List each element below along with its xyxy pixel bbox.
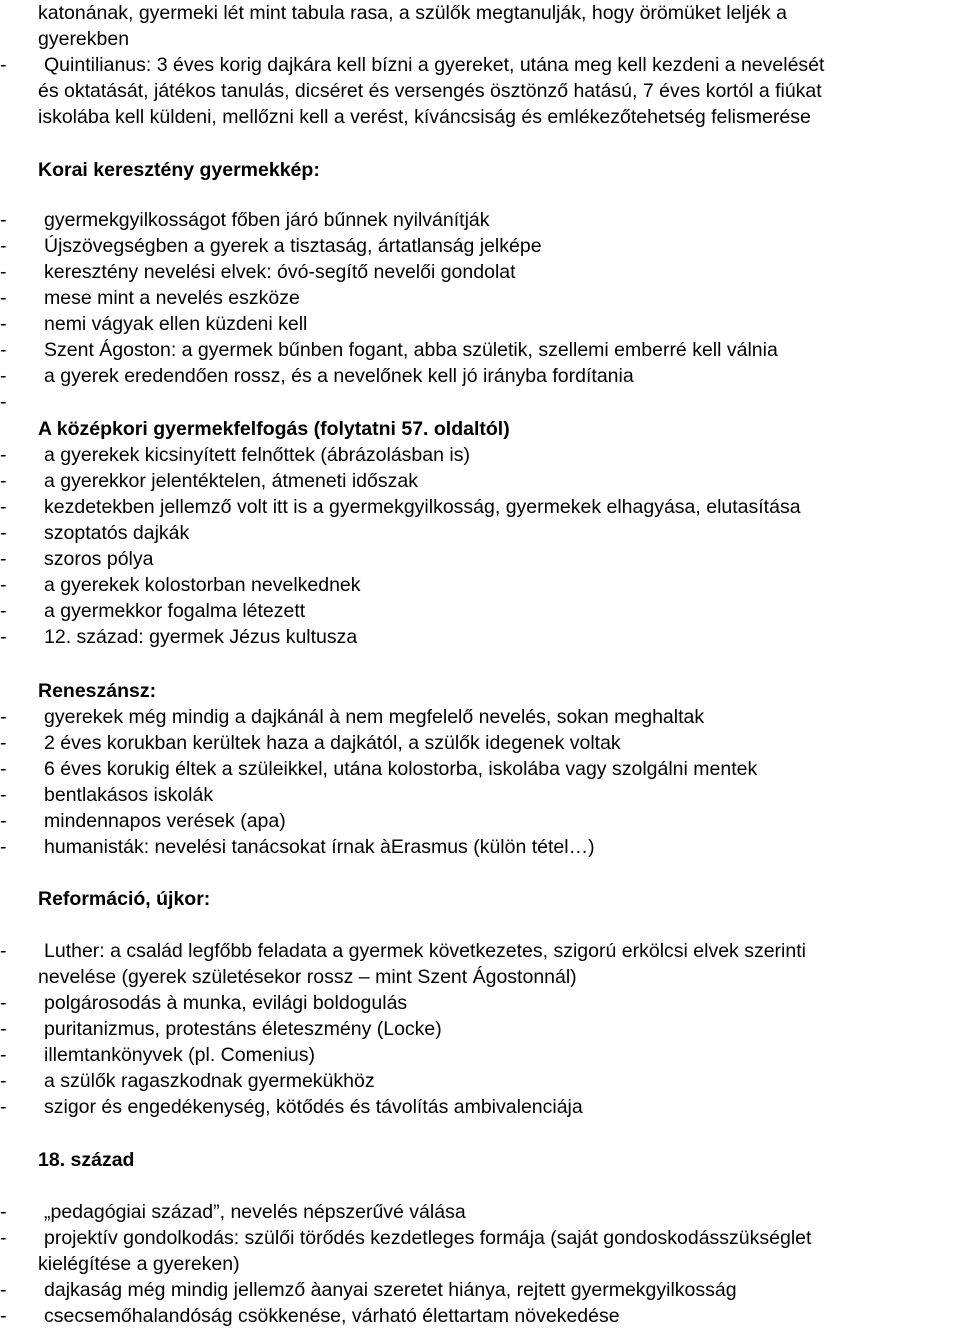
quintilianus-line-2: és oktatását, játékos tanulás, dicséret és versengés ösztönző hatású, 7 éves kortól a fiúkat bbox=[38, 80, 822, 102]
list-dash: - bbox=[0, 600, 7, 622]
list-item: kezdetekben jellemző volt itt is a gyermekgyilkosság, gyermekek elhagyása, elutasítása bbox=[44, 496, 801, 518]
list-dash: - bbox=[0, 992, 7, 1014]
list-dash: - bbox=[0, 810, 7, 832]
quintilianus-line-3: iskolába kell küldeni, mellőzni kell a verést, kíváncsiság és emlékezőtehetség felismerése bbox=[38, 106, 811, 128]
list-dash: - bbox=[0, 1227, 7, 1249]
list-item: keresztény nevelési elvek: óvó-segítő nevelői gondolat bbox=[44, 261, 516, 283]
list-item: mindennapos verések (apa) bbox=[44, 810, 286, 832]
list-dash: - bbox=[0, 391, 7, 413]
list-dash: - bbox=[0, 1070, 7, 1092]
list-item: gyermekgyilkosságot főben járó bűnnek nyilvánítják bbox=[44, 209, 490, 231]
list-item: csecsemőhalandóság csökkenése, várható élettartam növekedése bbox=[44, 1305, 620, 1327]
section-heading-renaissance: Reneszánsz: bbox=[38, 680, 157, 702]
list-dash: - bbox=[0, 574, 7, 596]
list-item: bentlakásos iskolák bbox=[44, 784, 214, 806]
list-item: mese mint a nevelés eszköze bbox=[44, 287, 300, 309]
list-dash: - bbox=[0, 496, 7, 518]
list-item: a gyerekek kicsinyített felnőttek (ábrázolásban is) bbox=[44, 444, 470, 466]
list-dash: - bbox=[0, 1305, 7, 1327]
list-dash: - bbox=[0, 706, 7, 728]
list-dash: - bbox=[0, 732, 7, 754]
list-dash: - bbox=[0, 836, 7, 858]
list-dash: - bbox=[0, 1044, 7, 1066]
list-dash: - bbox=[0, 365, 7, 387]
list-item: puritanizmus, protestáns életeszmény (Locke) bbox=[44, 1018, 442, 1040]
list-item: a gyermekkor fogalma létezett bbox=[44, 600, 306, 622]
intro-line-1: katonának, gyermeki lét mint tabula rasa, a szülők megtanulják, hogy örömüket leljék a bbox=[38, 2, 787, 24]
list-item: a gyerekkor jelentéktelen, átmeneti időszak bbox=[44, 470, 418, 492]
list-item: dajkaság még mindig jellemző àanyai szeretet hiánya, rejtett gyermekgyilkosság bbox=[44, 1279, 737, 1301]
list-item: 12. század: gyermek Jézus kultusza bbox=[44, 626, 358, 648]
list-item-projective-line-1: projektív gondolkodás: szülői törődés kezdetleges formája (saját gondoskodásszükséglet bbox=[44, 1227, 812, 1249]
list-dash: - bbox=[0, 209, 7, 231]
list-item: polgárosodás à munka, evilági boldogulás bbox=[44, 992, 408, 1014]
list-dash: - bbox=[0, 1018, 7, 1040]
list-dash: - bbox=[0, 940, 7, 962]
intro-line-2: gyerekben bbox=[38, 28, 130, 50]
list-item: Szent Ágoston: a gyermek bűnben fogant, abba születik, szellemi emberré kell válnia bbox=[44, 339, 778, 361]
list-dash: - bbox=[0, 522, 7, 544]
list-item-luther-line-2: nevelése (gyerek születésekor rossz – mint Szent Ágostonnál) bbox=[38, 966, 577, 988]
list-dash: - bbox=[0, 1201, 7, 1223]
list-dash: - bbox=[0, 444, 7, 466]
list-dash: - bbox=[0, 313, 7, 335]
list-item: illemtankönyvek (pl. Comenius) bbox=[44, 1044, 315, 1066]
list-dash: - bbox=[0, 54, 7, 76]
list-item: szoros pólya bbox=[44, 548, 154, 570]
list-dash: - bbox=[0, 784, 7, 806]
list-item: Újszövegségben a gyerek a tisztaság, ártatlanság jelképe bbox=[44, 235, 542, 257]
list-dash: - bbox=[0, 261, 7, 283]
section-heading-18th-century: 18. század bbox=[38, 1149, 135, 1171]
list-item-luther-line-1: Luther: a család legfőbb feladata a gyermek következetes, szigorú erkölcsi elvek szerinti bbox=[44, 940, 806, 962]
list-item: nemi vágyak ellen küzdeni kell bbox=[44, 313, 308, 335]
list-item-projective-line-2: kielégítése a gyereken) bbox=[38, 1253, 240, 1275]
list-dash: - bbox=[0, 287, 7, 309]
list-dash: - bbox=[0, 1096, 7, 1118]
list-item: 2 éves korukban kerültek haza a dajkától, a szülők idegenek voltak bbox=[44, 732, 621, 754]
section-heading-early-christian: Korai keresztény gyermekkép: bbox=[38, 159, 320, 181]
list-item: a szülők ragaszkodnak gyermekükhöz bbox=[44, 1070, 375, 1092]
section-heading-medieval: A középkori gyermekfelfogás (folytatni 57. oldaltól) bbox=[38, 418, 510, 440]
section-heading-reformation: Reformáció, újkor: bbox=[38, 888, 211, 910]
list-dash: - bbox=[0, 758, 7, 780]
list-item: szigor és engedékenység, kötődés és távolítás ambivalenciája bbox=[44, 1096, 583, 1118]
list-item: humanisták: nevelési tanácsokat írnak àErasmus (külön tétel…) bbox=[44, 836, 595, 858]
list-item: 6 éves korukig éltek a szüleikkel, utána kolostorba, iskolába vagy szolgálni mentek bbox=[44, 758, 758, 780]
list-item: szoptatós dajkák bbox=[44, 522, 190, 544]
list-item: a gyerekek kolostorban nevelkednek bbox=[44, 574, 361, 596]
list-item: „pedagógiai század”, nevelés népszerűvé válása bbox=[44, 1201, 466, 1223]
quintilianus-line-1: Quintilianus: 3 éves korig dajkára kell bízni a gyereket, utána meg kell kezdeni a nevelését bbox=[44, 54, 825, 76]
list-dash: - bbox=[0, 339, 7, 361]
list-dash: - bbox=[0, 470, 7, 492]
list-dash: - bbox=[0, 235, 7, 257]
list-item: a gyerek eredendően rossz, és a nevelőnek kell jó irányba fordítania bbox=[44, 365, 634, 387]
list-dash: - bbox=[0, 626, 7, 648]
list-dash: - bbox=[0, 1279, 7, 1301]
list-dash: - bbox=[0, 548, 7, 570]
list-item: gyerekek még mindig a dajkánál à nem megfelelő nevelés, sokan meghaltak bbox=[44, 706, 705, 728]
